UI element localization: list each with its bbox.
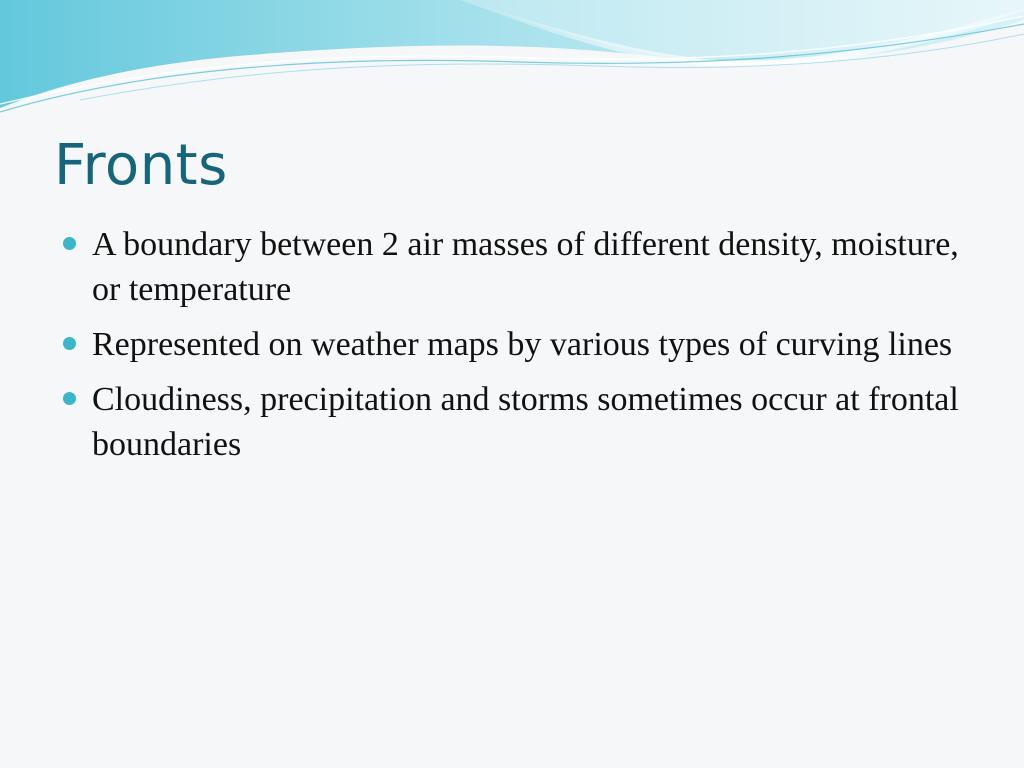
bullet-list <box>60 222 970 477</box>
bullet-item <box>60 377 970 467</box>
bullet-text: A boundary between 2 air masses of different density, moisture, or temperature <box>92 226 959 308</box>
slide-title: Fronts <box>54 133 228 198</box>
bullet-marker-icon <box>63 237 76 250</box>
bullet-text: Represented on weather maps by various types of curving lines <box>92 326 953 363</box>
bullet-item <box>60 322 970 367</box>
bullet-item <box>60 222 970 312</box>
bullet-marker-icon <box>63 337 76 350</box>
bullet-marker-icon <box>63 392 76 405</box>
header-wave-decoration <box>0 0 1024 120</box>
bullet-text: Cloudiness, precipitation and storms sometimes occur at frontal boundaries <box>92 381 959 463</box>
